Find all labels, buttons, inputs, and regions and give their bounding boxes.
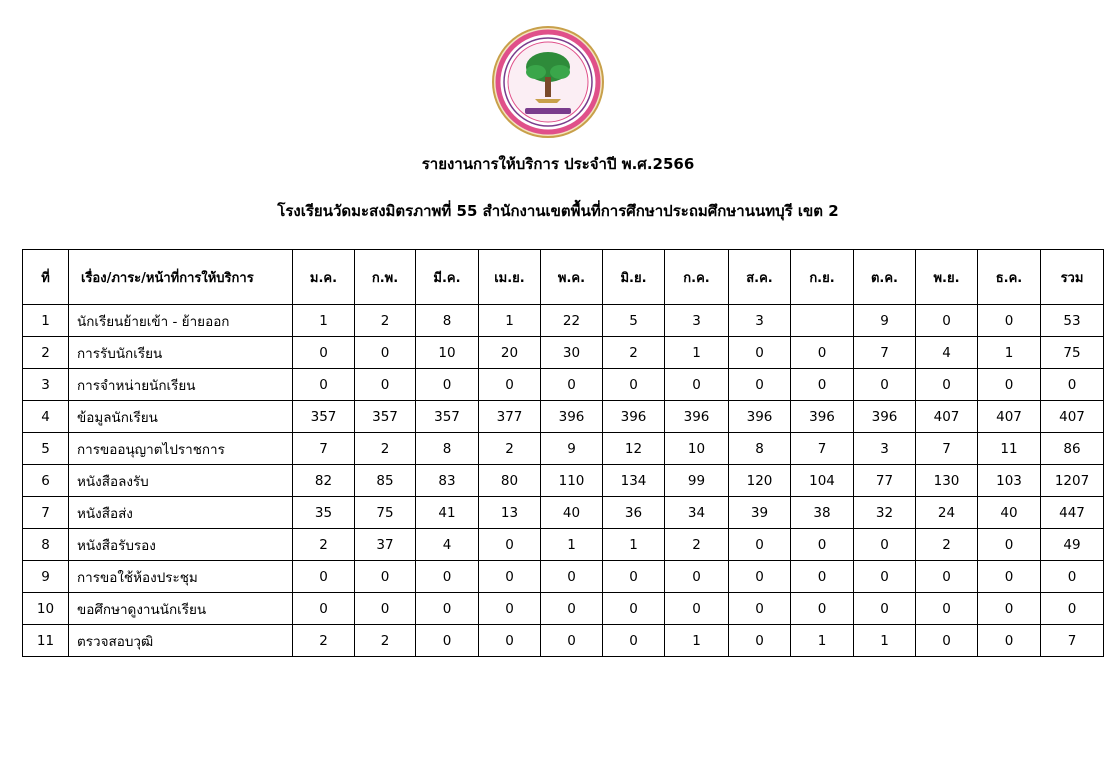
month-value-cell: 103	[978, 465, 1041, 497]
month-value-cell: 0	[729, 337, 791, 369]
column-header: ก.ย.	[791, 250, 854, 305]
table-row	[23, 497, 1104, 529]
month-value-cell: 0	[603, 369, 665, 401]
month-value-cell: 0	[293, 337, 355, 369]
month-value-cell: 396	[791, 401, 854, 433]
service-topic-cell: นักเรียนย้ายเข้า - ย้ายออก	[69, 305, 293, 337]
service-topic-cell: การจำหน่ายนักเรียน	[69, 369, 293, 401]
month-value-cell: 30	[541, 337, 603, 369]
service-topic-cell: หนังสือส่ง	[69, 497, 293, 529]
total-cell: 447	[1041, 497, 1104, 529]
month-value-cell: 0	[729, 625, 791, 657]
table-row	[23, 529, 1104, 561]
month-value-cell: 1	[665, 625, 729, 657]
month-value-cell: 0	[729, 369, 791, 401]
total-cell: 53	[1041, 305, 1104, 337]
month-value-cell: 38	[791, 497, 854, 529]
column-header: เรื่อง/ภาระ/หน้าที่การให้บริการ	[69, 250, 293, 305]
column-header: มิ.ย.	[603, 250, 665, 305]
month-value-cell: 134	[603, 465, 665, 497]
month-value-cell: 0	[355, 593, 416, 625]
month-value-cell: 0	[355, 561, 416, 593]
month-value-cell: 0	[479, 561, 541, 593]
total-cell: 0	[1041, 593, 1104, 625]
month-value-cell: 0	[978, 529, 1041, 561]
row-number-cell: 2	[23, 337, 69, 369]
row-number-cell: 10	[23, 593, 69, 625]
month-value-cell: 8	[416, 305, 479, 337]
row-number-cell: 8	[23, 529, 69, 561]
month-value-cell: 83	[416, 465, 479, 497]
month-value-cell: 130	[916, 465, 978, 497]
month-value-cell: 0	[978, 593, 1041, 625]
column-header: พ.ย.	[916, 250, 978, 305]
month-value-cell: 0	[603, 561, 665, 593]
month-value-cell: 11	[978, 433, 1041, 465]
month-value-cell: 0	[916, 305, 978, 337]
service-topic-cell: ข้อมูลนักเรียน	[69, 401, 293, 433]
month-value-cell: 2	[293, 529, 355, 561]
month-value-cell: 2	[479, 433, 541, 465]
month-value-cell: 396	[729, 401, 791, 433]
month-value-cell: 0	[791, 369, 854, 401]
month-value-cell: 12	[603, 433, 665, 465]
month-value-cell: 0	[479, 593, 541, 625]
column-header: ก.ค.	[665, 250, 729, 305]
table-row	[23, 401, 1104, 433]
month-value-cell: 2	[603, 337, 665, 369]
month-value-cell: 0	[854, 561, 916, 593]
month-value-cell: 0	[355, 369, 416, 401]
month-value-cell: 0	[479, 625, 541, 657]
row-number-cell: 1	[23, 305, 69, 337]
month-value-cell: 7	[293, 433, 355, 465]
month-value-cell: 1	[479, 305, 541, 337]
month-value-cell: 1	[293, 305, 355, 337]
total-cell: 0	[1041, 561, 1104, 593]
column-header: ม.ค.	[293, 250, 355, 305]
month-value-cell: 0	[791, 337, 854, 369]
month-value-cell: 0	[416, 561, 479, 593]
service-topic-cell: ตรวจสอบวุฒิ	[69, 625, 293, 657]
month-value-cell: 0	[978, 561, 1041, 593]
month-value-cell: 0	[791, 593, 854, 625]
month-value-cell: 32	[854, 497, 916, 529]
table-row	[23, 561, 1104, 593]
total-cell: 407	[1041, 401, 1104, 433]
month-value-cell: 77	[854, 465, 916, 497]
total-cell: 49	[1041, 529, 1104, 561]
month-value-cell: 0	[791, 561, 854, 593]
column-header: ส.ค.	[729, 250, 791, 305]
month-value-cell: 2	[355, 305, 416, 337]
month-value-cell: 120	[729, 465, 791, 497]
month-value-cell: 99	[665, 465, 729, 497]
month-value-cell: 10	[665, 433, 729, 465]
month-value-cell: 357	[355, 401, 416, 433]
month-value-cell: 0	[978, 369, 1041, 401]
month-value-cell: 0	[978, 625, 1041, 657]
row-number-cell: 11	[23, 625, 69, 657]
month-value-cell: 357	[293, 401, 355, 433]
month-value-cell: 0	[978, 305, 1041, 337]
month-value-cell: 407	[978, 401, 1041, 433]
month-value-cell: 10	[416, 337, 479, 369]
month-value-cell: 9	[541, 433, 603, 465]
month-value-cell: 4	[916, 337, 978, 369]
column-header: ที่	[23, 250, 69, 305]
total-cell: 7	[1041, 625, 1104, 657]
school-seal-icon	[491, 25, 605, 139]
month-value-cell: 7	[791, 433, 854, 465]
month-value-cell: 20	[479, 337, 541, 369]
month-value-cell: 34	[665, 497, 729, 529]
month-value-cell: 0	[729, 561, 791, 593]
month-value-cell: 2	[916, 529, 978, 561]
total-cell: 1207	[1041, 465, 1104, 497]
month-value-cell: 39	[729, 497, 791, 529]
month-value-cell: 0	[665, 561, 729, 593]
month-value-cell: 36	[603, 497, 665, 529]
month-value-cell: 7	[916, 433, 978, 465]
month-value-cell: 0	[916, 625, 978, 657]
table-row	[23, 433, 1104, 465]
column-header: ก.พ.	[355, 250, 416, 305]
service-topic-cell: ขอศึกษาดูงานนักเรียน	[69, 593, 293, 625]
row-number-cell: 5	[23, 433, 69, 465]
month-value-cell: 0	[854, 529, 916, 561]
column-header: ต.ค.	[854, 250, 916, 305]
month-value-cell: 2	[293, 625, 355, 657]
month-value-cell: 407	[916, 401, 978, 433]
report-title: รายงานการให้บริการ ประจำปี พ.ศ.2566	[421, 155, 695, 173]
column-header: ธ.ค.	[978, 250, 1041, 305]
month-value-cell: 82	[293, 465, 355, 497]
table-row	[23, 465, 1104, 497]
service-report-table	[22, 249, 1104, 657]
month-value-cell: 3	[665, 305, 729, 337]
month-value-cell: 13	[479, 497, 541, 529]
month-value-cell: 396	[665, 401, 729, 433]
month-value-cell: 0	[293, 561, 355, 593]
month-value-cell: 0	[603, 593, 665, 625]
month-value-cell: 40	[541, 497, 603, 529]
month-value-cell: 37	[355, 529, 416, 561]
month-value-cell: 1	[854, 625, 916, 657]
month-value-cell: 0	[479, 369, 541, 401]
month-value-cell: 0	[916, 593, 978, 625]
column-header: เม.ย.	[479, 250, 541, 305]
month-value-cell: 1	[541, 529, 603, 561]
month-value-cell: 24	[916, 497, 978, 529]
month-value-cell: 0	[293, 369, 355, 401]
month-value-cell: 8	[416, 433, 479, 465]
total-cell: 86	[1041, 433, 1104, 465]
month-value-cell: 5	[603, 305, 665, 337]
row-number-cell: 3	[23, 369, 69, 401]
school-logo	[491, 25, 605, 139]
month-value-cell: 1	[665, 337, 729, 369]
month-value-cell: 40	[978, 497, 1041, 529]
month-value-cell: 1	[791, 625, 854, 657]
month-value-cell: 9	[854, 305, 916, 337]
month-value-cell: 0	[729, 593, 791, 625]
month-value-cell: 80	[479, 465, 541, 497]
service-topic-cell: การขอใช้ห้องประชุม	[69, 561, 293, 593]
service-topic-cell: การรับนักเรียน	[69, 337, 293, 369]
row-number-cell: 9	[23, 561, 69, 593]
month-value-cell: 0	[603, 625, 665, 657]
month-value-cell: 3	[854, 433, 916, 465]
table-header-row	[23, 250, 1104, 305]
month-value-cell: 75	[355, 497, 416, 529]
month-value-cell: 22	[541, 305, 603, 337]
month-value-cell: 0	[479, 529, 541, 561]
table-body	[23, 305, 1104, 657]
month-value-cell: 0	[416, 625, 479, 657]
month-value-cell: 0	[541, 561, 603, 593]
month-value-cell: 0	[916, 369, 978, 401]
month-value-cell: 0	[293, 593, 355, 625]
month-value-cell: 7	[854, 337, 916, 369]
month-value-cell: 0	[665, 593, 729, 625]
month-value-cell: 1	[603, 529, 665, 561]
month-value-cell: 377	[479, 401, 541, 433]
report-subtitle: โรงเรียนวัดมะสงมิตรภาพที่ 55 สำนักงานเขตพื้นที่การศึกษาประถมศึกษานนทบุรี เขต 2	[277, 202, 839, 220]
month-value-cell: 396	[854, 401, 916, 433]
row-number-cell: 4	[23, 401, 69, 433]
table-row	[23, 625, 1104, 657]
month-value-cell: 0	[791, 529, 854, 561]
month-value-cell: 2	[355, 625, 416, 657]
month-value-cell: 85	[355, 465, 416, 497]
month-value-cell: 35	[293, 497, 355, 529]
table-row	[23, 337, 1104, 369]
month-value-cell: 0	[729, 529, 791, 561]
month-value-cell: 0	[854, 369, 916, 401]
month-value-cell: 3	[729, 305, 791, 337]
row-number-cell: 6	[23, 465, 69, 497]
table-row	[23, 593, 1104, 625]
total-cell: 75	[1041, 337, 1104, 369]
table-row	[23, 369, 1104, 401]
month-value-cell: 0	[854, 593, 916, 625]
month-value-cell: 396	[541, 401, 603, 433]
month-value-cell: 4	[416, 529, 479, 561]
month-value-cell: 0	[416, 593, 479, 625]
row-number-cell: 7	[23, 497, 69, 529]
month-value-cell: 41	[416, 497, 479, 529]
month-value-cell: 104	[791, 465, 854, 497]
month-value-cell: 0	[541, 369, 603, 401]
month-value-cell: 0	[416, 369, 479, 401]
month-value-cell: 0	[355, 337, 416, 369]
month-value-cell: 2	[665, 529, 729, 561]
column-header: รวม	[1041, 250, 1104, 305]
table-row	[23, 305, 1104, 337]
month-value-cell: 1	[978, 337, 1041, 369]
month-value-cell: 0	[916, 561, 978, 593]
month-value-cell	[791, 305, 854, 337]
month-value-cell: 2	[355, 433, 416, 465]
service-topic-cell: หนังสือรับรอง	[69, 529, 293, 561]
month-value-cell: 0	[665, 369, 729, 401]
month-value-cell: 357	[416, 401, 479, 433]
month-value-cell: 8	[729, 433, 791, 465]
month-value-cell: 0	[541, 593, 603, 625]
column-header: พ.ค.	[541, 250, 603, 305]
total-cell: 0	[1041, 369, 1104, 401]
service-topic-cell: การขออนุญาตไปราชการ	[69, 433, 293, 465]
month-value-cell: 0	[541, 625, 603, 657]
month-value-cell: 396	[603, 401, 665, 433]
service-topic-cell: หนังสือลงรับ	[69, 465, 293, 497]
month-value-cell: 110	[541, 465, 603, 497]
column-header: มี.ค.	[416, 250, 479, 305]
